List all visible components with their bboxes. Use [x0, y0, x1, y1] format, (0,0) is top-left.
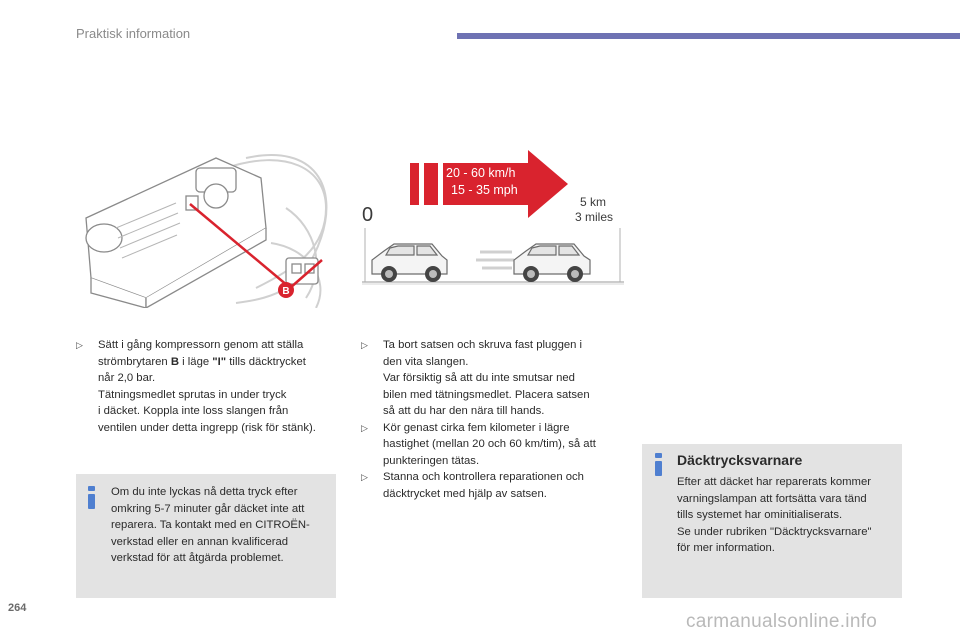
- col3-line: för mer information.: [677, 542, 775, 554]
- speed-kmh-label: 20 - 60 km/h: [446, 166, 516, 180]
- distance-km-label: 5 km: [580, 195, 607, 209]
- col1-bullet: [76, 337, 356, 436]
- col2-line: hastighet (mellan 20 och 60 km/tim), så att: [383, 438, 596, 450]
- col2-line: så att du har den nära till hands.: [383, 405, 545, 417]
- col1-info-text: [111, 484, 333, 567]
- distance-miles-label: 3 miles: [575, 210, 614, 224]
- col1-info-line: reparera. Ta kontakt med en CITROËN-: [111, 519, 310, 531]
- col2-bullet: [361, 420, 636, 470]
- arrow-bullet-icon: ▷: [361, 472, 368, 482]
- tire-pressure-title: Däcktrycksvarnare: [677, 452, 803, 468]
- info-icon: [88, 486, 96, 510]
- arrow-bullet-icon: ▷: [361, 422, 368, 433]
- col1-info-line: verkstad för att åtgärda problemet.: [111, 552, 284, 564]
- arrow-bullet-icon: ▷: [361, 340, 368, 350]
- watermark: carmanualsonline.info: [686, 611, 878, 632]
- info-icon: [655, 453, 663, 477]
- col2-bullet: [361, 337, 636, 420]
- col1-line: Tätningsmedlet sprutas in under tryck: [98, 388, 287, 401]
- page-number: 264: [8, 602, 27, 614]
- col1-line: Sätt i gång kompressorn genom att ställa: [98, 339, 304, 351]
- col2-line: punkteringen tätas.: [383, 454, 480, 467]
- col2-bullet: [361, 469, 636, 502]
- col1-line: strömbrytaren B i läge "I" tills däcktrycket: [98, 355, 306, 368]
- speed-mph-label: 15 - 35 mph: [451, 183, 518, 197]
- col3-line: Se under rubriken "Däcktrycksvarnare": [677, 525, 872, 538]
- compressor-kit-illustration: [76, 148, 338, 308]
- callout-b-label: B: [282, 286, 290, 297]
- tire-pressure-info-box: [642, 444, 902, 598]
- start-zero-label: 0: [362, 204, 374, 226]
- tire-pressure-text: [677, 474, 899, 557]
- col3-line: Efter att däcket har reparerats kommer: [677, 476, 872, 488]
- col2-line: Var försiktig så att du inte smutsar ned: [383, 372, 575, 384]
- col2-line: däcktrycket med hjälp av satsen.: [383, 487, 547, 500]
- drive-distance-illustration: [362, 148, 624, 310]
- col1-instructions: [76, 337, 356, 436]
- col1-line: når 2,0 bar.: [98, 372, 156, 384]
- col1-info-line: Om du inte lyckas nå detta tryck efter: [111, 486, 298, 498]
- col1-info-line: verkstad eller en annan kvalificerad: [111, 535, 289, 548]
- col2-line: bilen med tätningsmedlet. Placera satsen: [383, 388, 590, 401]
- col2-line: Kör genast cirka fem kilometer i lägre: [383, 421, 570, 434]
- arrow-bullet-icon: ▷: [76, 340, 83, 350]
- col3-line: varningslampan att fortsätta vara tänd: [677, 492, 867, 505]
- col2-instructions: [361, 337, 636, 502]
- col1-info-box: [76, 474, 336, 598]
- col2-line: Ta bort satsen och skruva fast pluggen i: [383, 339, 583, 351]
- header-accent-bar: [457, 33, 960, 39]
- col1-line: ventilen under detta ingrepp (risk för stänk).: [98, 421, 316, 434]
- col1-line: i däcket. Koppla inte loss slangen från: [98, 405, 289, 417]
- col2-line: den vita slangen.: [383, 355, 469, 368]
- col2-line: Stanna och kontrollera reparationen och: [383, 471, 584, 483]
- header-title: Praktisk information: [76, 26, 191, 41]
- col1-info-line: omkring 5-7 minuter går däcket inte att: [111, 502, 305, 515]
- col3-line: tills systemet har ominitialiserats.: [677, 509, 843, 521]
